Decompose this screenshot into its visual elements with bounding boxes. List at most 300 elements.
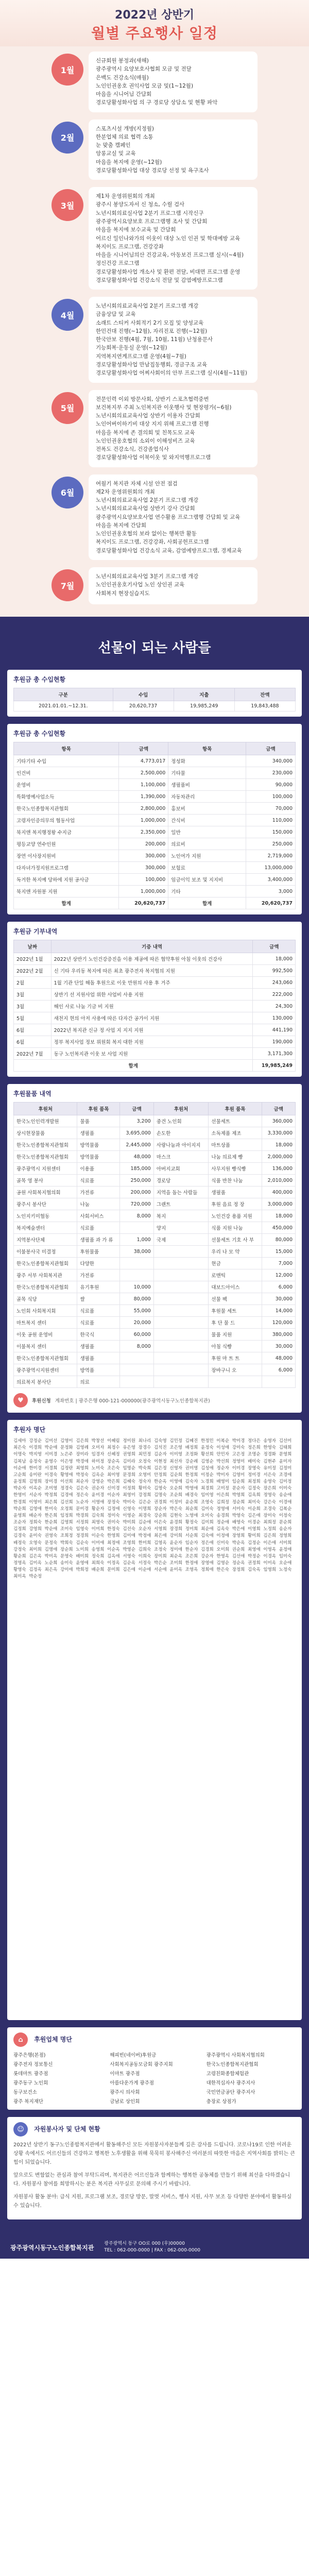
table-cell: 450,000 — [262, 1222, 296, 1234]
month-items — [89, 567, 258, 604]
table-cell: 동구 노인복지관 이웃 보 사업 지원 — [51, 1048, 253, 1060]
table-cell: 2,010,000 — [262, 1175, 296, 1187]
month-block — [52, 474, 258, 560]
table-header: 금액 — [246, 742, 296, 755]
month-item: 마을을 시니어님의산 건강교육, 아동보건 프로그램 실시(~4월) — [96, 252, 244, 259]
donors-card — [7, 1420, 302, 2020]
table-cell: 1,000,000 — [119, 815, 168, 826]
table-cell: 3,200 — [120, 1115, 153, 1127]
table-row — [14, 1024, 296, 1036]
table-cell: 광주광역시 지원센터 — [14, 1163, 77, 1175]
month-item: 복지이도 프로그램, 건강강좌, 사회공헌프로그램 — [96, 539, 209, 546]
table-cell: 노인건강 용품 지원 — [209, 1210, 262, 1222]
table-cell: 생필품 — [77, 1127, 120, 1139]
month-badge: 2월 — [52, 122, 83, 154]
table-cell: 노인회 사회복지회 — [14, 1305, 77, 1317]
table-cell — [153, 1269, 209, 1281]
table-row — [14, 965, 296, 977]
table-cell: 12,000 — [262, 1269, 296, 1281]
hero-banner — [0, 0, 309, 46]
month-items — [89, 120, 258, 180]
table-cell: 20,620,737 — [119, 897, 168, 909]
month-item: 마음을 복지에 존 결의회 및 친목도모 교육 — [96, 429, 195, 436]
table-cell: 평등교양 연수인원 — [14, 838, 119, 850]
goods-table — [13, 940, 296, 1072]
table-cell: 2,719,000 — [246, 850, 296, 862]
table-cell: 대보드아이스 — [209, 1281, 262, 1293]
table-cell: 사회서비스 — [77, 1210, 120, 1222]
table-cell: 독거한 복지예 당하에 지원 공사금 — [14, 874, 119, 886]
table-cell: 185,000 — [120, 1163, 153, 1175]
table-row — [14, 826, 296, 838]
business-item: 동구보건소 — [13, 2090, 37, 2096]
goods-heading: 후원금 기부내역 — [13, 928, 58, 936]
table-cell: 250,000 — [120, 1175, 153, 1187]
month-block — [52, 120, 258, 180]
table-cell: 360,000 — [262, 1115, 296, 1127]
business-item: 아름다운가게 광주점 — [110, 2080, 154, 2087]
table-cell: 10,000 — [120, 1281, 153, 1293]
table-cell: 중견 노인회 — [153, 1115, 209, 1127]
table-cell: 7,000 — [262, 1258, 296, 1269]
people-icon: ☺ — [13, 2122, 28, 2137]
table-cell: 200,000 — [120, 1187, 153, 1198]
table-cell: 100,000 — [119, 874, 168, 886]
table-row — [14, 874, 296, 886]
month-item: 노년시회의료교육사업 3분기 프로그램 개강 — [96, 573, 199, 580]
notice-card — [7, 2117, 302, 2219]
table-cell: 합계 — [14, 1060, 253, 1072]
month-item: 제2차 운영위원회의 개최 — [96, 488, 155, 495]
heart-icon: ♥ — [13, 1393, 28, 1408]
table-header: 항목 — [14, 742, 119, 755]
sponsor-title: 선물이 되는 사람들 — [98, 640, 211, 656]
table-cell: 6,000 — [262, 1364, 296, 1376]
table-cell: 720,000 — [120, 1198, 153, 1210]
table-cell: 이불봉사국 미결정 — [14, 1246, 77, 1258]
table-cell: 가전류 — [77, 1269, 120, 1281]
table-cell: 합계 — [168, 897, 246, 909]
table-cell: 한국노인종합복지관협회 — [14, 803, 119, 815]
table-cell: 의료 — [77, 1376, 120, 1388]
table-row — [14, 1151, 296, 1163]
table-cell: 북지앤 자원봉 지원 — [14, 886, 119, 897]
business-item: 광주은행(본점) — [13, 2053, 46, 2059]
table-cell: 국제 — [153, 1234, 209, 1246]
table-cell: 90,000 — [246, 779, 296, 791]
table-cell: 3,330,000 — [262, 1127, 296, 1139]
table-cell: 38,000 — [120, 1246, 153, 1258]
table-cell: 상반기 선 지원사업 위한 사업비 사용 지원 — [51, 989, 253, 1001]
table-cell: 2,350,000 — [119, 826, 168, 838]
table-header: 항목 — [168, 742, 246, 755]
table-row — [14, 1001, 296, 1012]
month-badge: 3월 — [52, 189, 83, 221]
table-cell: 정성화 — [168, 755, 246, 767]
month-items — [89, 52, 258, 112]
table-cell: 물품 지원 — [209, 1329, 262, 1341]
table-cell: 6,000 — [262, 1281, 296, 1293]
table-cell: 136,000 — [262, 1163, 296, 1175]
table-row — [14, 803, 296, 815]
business-item: 광주전자 정보통신 — [13, 2062, 53, 2068]
notice-body — [13, 2141, 296, 2210]
table-total-row — [14, 1060, 296, 1072]
table-cell — [153, 1376, 209, 1388]
table-cell: 식료품 — [77, 1175, 120, 1187]
table-header: 지출 — [174, 688, 234, 701]
table-cell: 사랑나눔과 아이지지 — [153, 1139, 209, 1151]
business-item: 해피빈(네이버)후원금 — [110, 2053, 157, 2059]
table-cell: 300,000 — [119, 862, 168, 874]
table-cell: 15,000 — [262, 1246, 296, 1258]
business-heading-row — [13, 2032, 296, 2047]
month-item: 노년시회의료교육사업 2분기 프로그램 개강 — [96, 303, 199, 310]
table-row — [14, 1376, 296, 1388]
table-row — [14, 755, 296, 767]
detail-card — [7, 724, 302, 914]
table-cell: 5월 — [14, 1012, 52, 1024]
month-item: 마음을 복지에 보수교육 및 간담회 — [96, 227, 176, 233]
footer-logo: 광주광역시동구노인종합복지관 — [10, 2244, 94, 2251]
month-item: 지역복지연계프로그램 운영(4월~7월) — [96, 353, 186, 360]
table-cell: 마트복지 센터 — [14, 1317, 77, 1329]
table-cell — [153, 1352, 209, 1364]
business-item: 국민연금공단 광주지사 — [206, 2090, 255, 2096]
table-row — [14, 838, 296, 850]
table-cell: 20,620,737 — [246, 897, 296, 909]
month-item: 제1차 운영위원회의 개최 — [96, 193, 155, 200]
table-cell: 물품 — [77, 1115, 120, 1127]
table-cell: 그랜트 — [153, 1198, 209, 1210]
table-cell: 마트상품 — [209, 1139, 262, 1151]
table-cell — [120, 1352, 153, 1364]
sponsor-account-text: 계좌번호 | 광주은행 000-121-000000(광주광역시동구노인종합복지관) — [55, 1398, 210, 1404]
monthly-schedule — [0, 46, 309, 617]
table-row — [14, 1352, 296, 1364]
table-cell: 2022년 상반기 노인건강증진을 이용 제공에 따른 협약후원 아침 이웃의 건강사 — [51, 953, 253, 965]
table-cell: 1,390,000 — [119, 791, 168, 803]
month-item: 기능회복·운동실 운영(~12월) — [96, 345, 167, 351]
table-cell: 3,000,000 — [262, 1198, 296, 1210]
table-cell: 한국노인종합복지관협회 — [14, 1151, 77, 1163]
table-row — [14, 1281, 296, 1293]
table-cell: 의료복지 봉사단 — [14, 1376, 77, 1388]
table-cell: 해인 사로 나눔 기금 비 지원 — [51, 1001, 253, 1012]
month-block — [52, 390, 258, 467]
table-header: 수입 — [113, 688, 174, 701]
month-item: 한국안보 진행(4월, 7월, 10월, 11월) 난청용문사 — [96, 336, 213, 343]
table-cell: 임금이익 보조 및 지지비 — [168, 874, 246, 886]
table-cell — [153, 1341, 209, 1352]
table-cell: 식품 지원 나눔 — [209, 1222, 262, 1234]
table-cell: 노인지키미협동 — [14, 1210, 77, 1222]
table-cell: 장연 이사장지원비 — [14, 850, 119, 862]
table-cell: 20,000 — [120, 1317, 153, 1329]
table-cell: 다양한 — [77, 1258, 120, 1269]
building-icon: ⌂ — [13, 2032, 28, 2047]
table-cell: 80,000 — [262, 1234, 296, 1246]
table-cell: 300,000 — [119, 850, 168, 862]
month-item: 앙롱교실 및 교육 — [96, 150, 136, 157]
table-header: 날짜 — [14, 940, 52, 953]
table-cell: 3월 — [14, 1001, 52, 1012]
detail-table — [13, 742, 296, 909]
table-cell: 2022년 2월 — [14, 965, 52, 977]
month-item: 어르신 일인나와가의 이웃이 대상 노인 인권 및 학대예방 교육 — [96, 235, 241, 242]
table-cell: 생필품 — [77, 1341, 120, 1352]
table-cell — [153, 1317, 209, 1329]
table-cell: 2,000,000 — [262, 1151, 296, 1163]
table-cell — [153, 1246, 209, 1258]
table-row — [14, 850, 296, 862]
table-header: 후원 품목 — [209, 1103, 262, 1115]
table-cell: 2월 — [14, 977, 52, 989]
month-item: 소래트 스티커 사회적기 2기 모집 및 양성교육 — [96, 319, 204, 326]
table-cell: 한국노인인력개발원 — [14, 1115, 77, 1127]
table-cell — [120, 1269, 153, 1281]
goods-card — [7, 922, 302, 1077]
table-cell: 현금 — [209, 1258, 262, 1269]
table-cell: 경로당 — [153, 1175, 209, 1187]
table-cell: 한국노인종합복지관협회 — [14, 1352, 77, 1364]
table-row — [14, 1234, 296, 1246]
month-item: 경로당활성화사업 건강소식 전달 및 감염예방프로그램 — [96, 277, 223, 283]
month-item: 노인인권옹호기사업 노인 상인권 교육 — [96, 582, 185, 588]
table-header: 후원 품목 — [77, 1103, 120, 1115]
table-cell: 간식비 — [168, 815, 246, 826]
table-cell: 유기후원 — [77, 1281, 120, 1293]
table-cell: 로맨틱 — [209, 1269, 262, 1281]
month-block — [52, 187, 258, 290]
month-item: 노인어버이하기비 대상 지지 위해 프로그램 진행 — [96, 421, 209, 428]
table-cell: 3,695,000 — [120, 1127, 153, 1139]
table-cell: 130,000 — [253, 1012, 296, 1024]
table-cell: 후원 마 트 트 — [209, 1352, 262, 1364]
table-cell — [153, 1293, 209, 1305]
table-row — [14, 779, 296, 791]
table-cell: 한국노인종합복지관협회 — [14, 1258, 77, 1269]
table-cell: 상시현장물품 — [14, 1127, 77, 1139]
table-cell: 400,000 — [262, 1187, 296, 1198]
table-cell: 운영비 — [14, 779, 119, 791]
table-cell: 쌀 — [77, 1293, 120, 1305]
table-cell: 19,985,249 — [253, 1060, 296, 1072]
table-cell: 2022년 7월 — [14, 1048, 52, 1060]
table-cell: 방역품 — [77, 1364, 120, 1376]
table-header: 구분 — [14, 688, 113, 701]
table-cell: 식료품 — [77, 1222, 120, 1234]
table-row — [14, 1258, 296, 1269]
table-cell: 4,773,017 — [119, 755, 168, 767]
table-cell: 북지앤 복지행정왕 수지금 — [14, 826, 119, 838]
business-item: 고령친화종합체험관 — [206, 2071, 249, 2077]
month-badge: 1월 — [52, 54, 83, 86]
table-cell: 48,000 — [262, 1352, 296, 1364]
table-cell: 후원물 세트 — [209, 1305, 262, 1317]
table-cell: 한국노인종합복지관협회 — [14, 1281, 77, 1293]
business-card — [7, 2027, 302, 2110]
month-items — [89, 474, 258, 560]
footer-address: 광주광역시 동구 OO로 000 (우)00000 — [104, 2241, 185, 2247]
table-cell: 340,000 — [246, 755, 296, 767]
table-cell: 지역을 돕는 사람들 — [153, 1187, 209, 1198]
table-cell: 특화명예사업소득 — [14, 791, 119, 803]
footer — [0, 2236, 309, 2259]
month-item: 경로당활성화사업 건강소식 교육, 감염예방프로그램, 경제교육 — [96, 547, 242, 554]
table-cell: 19,985,249 — [174, 701, 234, 711]
table-cell: 70,000 — [246, 803, 296, 815]
table-cell: 골목 식당 — [14, 1293, 77, 1305]
month-item: 경로당활성화사업 대상 경로당 선정 및 욕구조사 — [96, 167, 209, 174]
notice-paragraph: 앞으로도 변함없는 관심과 참여 부탁드리며, 복지관은 어르신들과 함께하는 행복한 공동체를 만들기 위해 최선을 다하겠습니다. 자원봉사 참여를 희망하시는 분은 복지관 사무실로 문의해 주시기 바랍니다. — [13, 2173, 290, 2188]
table-cell: 2022년 1월 — [14, 953, 52, 965]
table-cell — [120, 1258, 153, 1269]
business-item: 롯데마트 광주점 — [13, 2071, 48, 2077]
month-item: 스포츠시설 개방(지정월) — [96, 125, 154, 132]
table-cell: 8,000 — [120, 1341, 153, 1352]
table-cell: 150,000 — [246, 826, 296, 838]
table-row — [14, 1246, 296, 1258]
table-cell: 1,100,000 — [119, 779, 168, 791]
table-cell: 19,843,488 — [234, 701, 295, 711]
business-item: 광주광역시 사회복지협의회 — [206, 2053, 265, 2059]
table-cell: 생필품 — [209, 1187, 262, 1198]
table-cell: 3,171,300 — [253, 1048, 296, 1060]
month-item: 마음을 시니어님 간담회 — [96, 91, 152, 98]
table-cell: 190,000 — [253, 1036, 296, 1048]
business-item: 한국노인종합복지관협회 — [206, 2062, 259, 2068]
table-cell: 자동차관리 — [168, 791, 246, 803]
hero-title: 월별 주요행사 일정 — [91, 25, 218, 42]
table-cell: 소독제품 제조 — [209, 1127, 262, 1139]
month-item: 노인인권옹호 권익사업 모금 및(1~12월) — [96, 82, 194, 89]
table-cell: 한국식 — [77, 1329, 120, 1341]
table-row — [14, 1115, 296, 1127]
table-row — [14, 977, 296, 989]
table-cell: 13,000,000 — [246, 862, 296, 874]
table-cell: 2,800,000 — [119, 803, 168, 815]
inkind-card — [7, 1084, 302, 1413]
table-cell: 18,000 — [262, 1139, 296, 1151]
table-cell: 마스크 — [153, 1151, 209, 1163]
table-row — [14, 1175, 296, 1187]
table-header: 기증 내역 — [51, 940, 253, 953]
notice-paragraph: 2022년 상반기 동구노인종합복지관에서 활동해주신 모든 자원봉사자분들께 깊은 감사를 드립니다. 코로나19로 인한 어려운 상황 속에서도 어르신들의 건강하고 행복한 노후생활을 위해 묵묵히 봉사해주신 여러분의 따뜻한 마음은 지역사회를 밝히는 큰 힘이 되었습니다. — [13, 2142, 295, 2166]
month-item: 사회복지 현장실습지도 — [96, 590, 150, 597]
table-cell: 양지 — [153, 1222, 209, 1234]
month-items — [89, 297, 258, 382]
table-row — [14, 1317, 296, 1329]
table-row — [14, 767, 296, 779]
sponsor-section — [0, 617, 309, 2236]
month-badge: 4월 — [52, 299, 83, 331]
table-cell: 합계 — [14, 897, 119, 909]
table-cell: 공원 사회복지협의회 — [14, 1187, 77, 1198]
table-row — [14, 1269, 296, 1281]
month-item: 노인인권옹호협의 소외이 이해성비즈 교육 — [96, 437, 195, 444]
table-cell: 380,000 — [262, 1329, 296, 1341]
month-block — [52, 52, 258, 112]
table-cell: 18,000 — [253, 953, 296, 965]
month-badge: 5월 — [52, 392, 83, 424]
table-row — [14, 1341, 296, 1352]
month-item: 경로당활성화사업 이북이웃 및 와지역행프로그램 — [96, 454, 211, 461]
table-cell: 55,000 — [120, 1305, 153, 1317]
business-item: 광주 복지재단 — [13, 2099, 44, 2105]
table-cell: 80,000 — [120, 1293, 153, 1305]
table-cell: 후원 음료 정 장 — [209, 1198, 262, 1210]
business-item: 대한적십자사 광주지사 — [206, 2080, 255, 2087]
table-header: 후원처 — [14, 1103, 77, 1115]
table-cell: 2,500,000 — [119, 767, 168, 779]
table-cell: 이웃 공원 운영비 — [14, 1329, 77, 1341]
table-cell: 의료비 — [168, 838, 246, 850]
month-item: 신규회원 봉정과(새해) — [96, 58, 149, 64]
table-cell: 2,445,000 — [120, 1139, 153, 1151]
table-cell: 100,000 — [246, 791, 296, 803]
table-row — [14, 1364, 296, 1376]
inkind-table — [13, 1102, 296, 1388]
business-item: 광주동구 노인회 — [13, 2080, 48, 2087]
table-row — [14, 953, 296, 965]
table-cell: 장바구니 오 — [209, 1364, 262, 1376]
month-item: 노인인권옹호협의 보라 없이는 행복만 활동 — [96, 531, 197, 537]
table-row — [14, 1305, 296, 1317]
month-item: 보건복지부 주최 노인복지관 이웃행사 및 현장평가(~6월) — [96, 404, 232, 411]
month-badge: 7월 — [52, 569, 83, 601]
table-cell: 신 기타 우리동 복지에 따른 최초 광주전자 복지협의 지원 — [51, 965, 253, 977]
table-cell: 사무지원 빵식빵 — [209, 1163, 262, 1175]
table-cell: 60,000 — [120, 1329, 153, 1341]
table-cell: 새천지 현의 아저 사용에 따른 다자간 공가이 지원 — [51, 1012, 253, 1024]
table-cell: 3,400,000 — [246, 874, 296, 886]
table-cell: 2022년 복지관 신규 정 사업 지 지지 지원 — [51, 1024, 253, 1036]
table-cell: 다자녀가정지원프로그램 — [14, 862, 119, 874]
table-cell: 이용품 — [77, 1163, 120, 1175]
table-cell: 992,500 — [253, 965, 296, 977]
table-cell: 생필품비 — [168, 779, 246, 791]
month-item: 노년시회의료교육사업 2분기 프로그램 개강 — [96, 497, 199, 504]
table-cell — [153, 1329, 209, 1341]
table-row — [14, 1187, 296, 1198]
table-cell: 선물세트 기호 사 부 — [209, 1234, 262, 1246]
table-cell: 후원물품 — [77, 1246, 120, 1258]
table-cell: 18,000 — [262, 1210, 296, 1222]
table-row — [14, 886, 296, 897]
donor-list: 김세아 강정순 김미선 김영이 김은희 박창선 이혜림 정미원 최나리 김숙영 김민정 김혜진 한정민 이복순 박미경 정다은 송영자 김선미 최은숙 이경희 박순애 문정화 김영례 오미자 최정수 유은영 장경수 김석진 조은영 배정희 윤정숙 이성애 강미숙 정은희 한영숙 김태희 이명숙 박지영 서미경 노은주 장미라 임경자 신혜정 권영희 최민정 김순자 이미영 조정화 황선희 안민자 고은정 조명순 정경화 문영희 김복남 송정숙 윤영수 이은영 박경애 하미정 장순옥 김미라 오정숙 이현정 최선자 강순례 김영순 박선희 정영미 배미숙 김현주 윤미자 이순애 한미경 서경희 김정란 최영희 노미숙 조은숙 임명순 박숙희 김은정 신영자 권미영 김성애 정순자 이미경 장영숙 유미정 김정미 고순희 송미란 이경숙 황영애 박정숙 김옥순 최미영 문경희 오영미 안정희 김순희 한정희 이정순 박미자 김영미 정미경 서은숙 조경애 윤정희 김명희 장미경 이선희 최순자 강영순 박은희 김혜숙 정숙자 한순옥 이영애 김숙자 노경희 배영미 임순희 최정희 송영숙 김미정 박순자 이옥순 조미영 정경숙 김은숙 권순자 신미경 이정희 황미숙 김영숙 오순희 박영애 최경희 고미정 문순자 김정숙 장은희 이미숙 한영미 서순자 박정희 김경애 정은숙 윤미경 이순자 최영미 강정희 김명숙 조순희 배경숙 임미영 이은희 박영희 김옥희 정영숙 송순애 한경희 이영미 최은희 김선희 노순자 서영애 장정숙 박미숙 김은순 권경희 이정미 윤순희 조영숙 김희정 정순희 최미숙 강은숙 이경애 박순희 김영애 한미숙 오정희 문미경 황순자 김정애 신영숙 이명희 장순자 박은숙 최순희 김미숙 정영애 서미숙 이순희 조경숙 김복순 윤영희 배순자 한은희 임정희 박경희 김숙희 정미숙 이영순 최경숙 강순희 김현숙 노영애 오미숙 송경희 박영숙 김은애 장미숙 이정숙 조순자 정희숙 한순희 김영희 서정희 최영숙 권미숙 박미희 김순애 이은숙 윤경희 황정숙 김미희 정순애 배영숙 이경순 최희정 문순희 김정희 강영희 박순애 조미숙 임영숙 이미희 한정숙 김선숙 오순자 서영희 장경희 정미희 최순애 김옥숙 박은애 이영희 노정희 송순자 김경숙 윤미숙 권영숙 조희정 정경희 이순숙 한영희 김미애 박정애 최은애 강미희 서순희 김숙애 이정애 장영희 황미희 김은희 정영희 배정숙 오영숙 문정숙 박희숙 김순숙 이미애 최정애 조영희 한미희 김영옥 윤순자 임순자 정은애 신미숙 박순옥 김정순 이은애 서미희 강정숙 최미희 김명애 장순희 노미희 송영희 이순옥 박영순 김희숙 조정숙 정미애 한순자 김경희 오미희 권순희 최영애 이영옥 윤정애 황순희 김은옥 박미옥 문영숙 배미희 정숙희 김옥애 서영숙 이희숙 장미희 최순옥 조은희 강순자 한영옥 김선애 박정순 이경옥 임미숙 정영옥 김미옥 노순희 송미숙 윤영애 최희숙 이정옥 김순옥 서정숙 박은순 조미희 한정애 장영애 김영순 정순옥 권정희 이미옥 오순애 황영숙 김정옥 최은옥 강미애 박희정 배순희 문미희 김은애 이순애 서순애 윤미옥 조영옥 정희애 한은숙 장정희 김숙옥 임영희 노정숙 최미옥 박순정 — [13, 1438, 292, 1580]
business-item: 충장로 상점가 — [206, 2099, 236, 2105]
month-item: 광주광역시요양보호 프로그램행 조사 및 간담회 — [96, 218, 208, 225]
business-item: 금남로 상인회 — [110, 2099, 140, 2105]
business-item: 광주시 의사회 — [110, 2090, 140, 2096]
table-cell: 나눔 — [77, 1198, 120, 1210]
table-header: 금액 — [253, 940, 296, 953]
table-cell: 2021.01.01.~12.31. — [14, 701, 113, 711]
table-cell: 지역봉사단체 — [14, 1234, 77, 1246]
month-block — [52, 567, 258, 604]
table-cell: 441,190 — [253, 1024, 296, 1036]
month-item: 경로당활성화사업 개소사 및 환편 전달, 비대면 프로그램 운영 — [96, 268, 241, 275]
table-cell: 30,000 — [262, 1293, 296, 1305]
table-cell: 식료품 — [77, 1305, 120, 1317]
table-cell: 222,000 — [253, 989, 296, 1001]
table-row — [14, 1198, 296, 1210]
table-cell — [153, 1305, 209, 1317]
month-item: 전폭도 건강소식, 건강졸업식사 — [96, 446, 169, 453]
table-row — [14, 815, 296, 826]
table-cell: 243,060 — [253, 977, 296, 989]
